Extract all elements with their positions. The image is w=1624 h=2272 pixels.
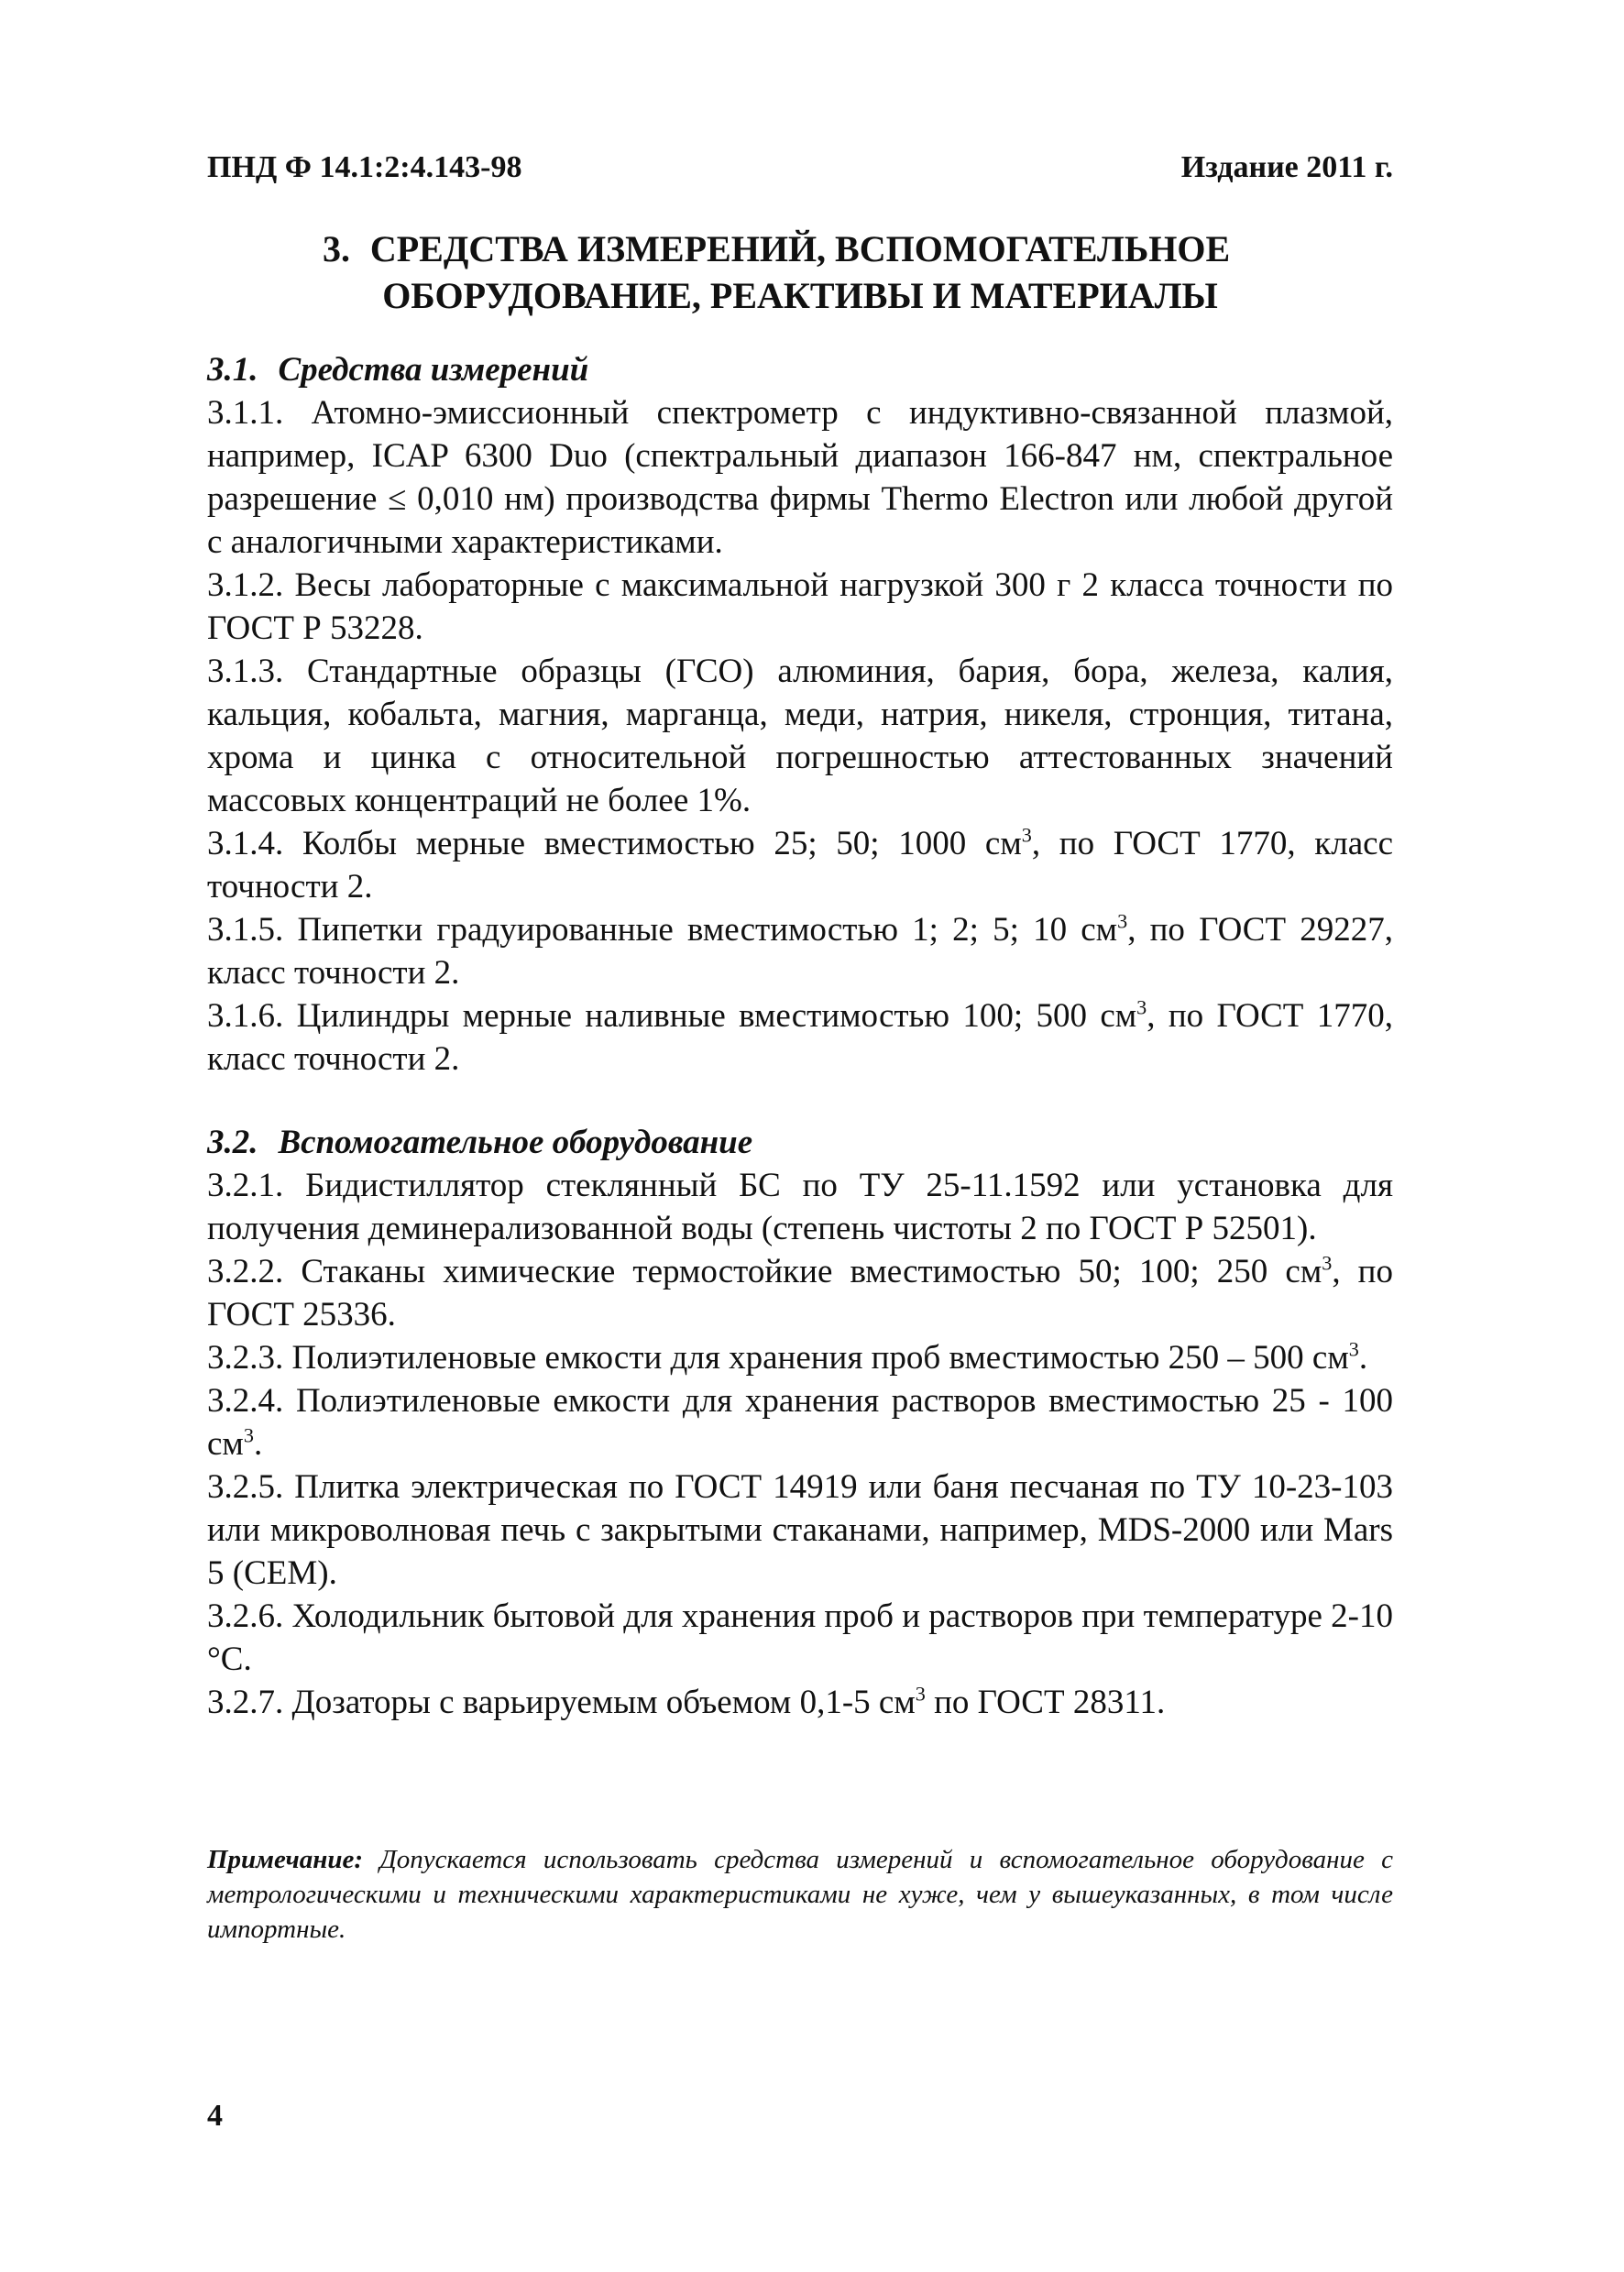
item-3-2-5: 3.2.5. Плитка электрическая по ГОСТ 14919 или баня песчаная по ТУ 10-23-103 или микроволновая печь с закрытыми стаканами, например, MDS-2000 или Mars 5 (CEM).: [207, 1468, 1393, 1592]
item-3-2-4: [207, 1379, 1393, 1465]
section-title: [207, 225, 1393, 319]
subsection-number: 3.2.: [207, 1124, 258, 1161]
item-text: , по ГОСТ 1770, класс точности 2.: [207, 997, 1393, 1078]
subsection-heading-3-1: [207, 348, 1393, 391]
item-text: , по ГОСТ 25336.: [207, 1253, 1393, 1334]
item-3-1-1: 3.1.1. Атомно-эмиссионный спектрометр с индуктивно-связанной плазмой, например, ICAP 6300 Duo (спектральный диапазон 166-847 нм, спектральное разрешение ≤ 0,010 нм) производства фирмы Thermo Electron или любой другой с аналогичными характеристиками.: [207, 394, 1393, 561]
item-3-2-6: 3.2.6. Холодильник бытовой для хранения проб и растворов при температуре 2-10 °С.: [207, 1597, 1393, 1678]
subsection-title: Средства измерений: [278, 351, 589, 389]
subsection-number: 3.1.: [207, 351, 258, 389]
item-text: 3.2.7. Дозаторы с варьируемым объемом 0,1-5 см: [207, 1684, 916, 1721]
superscript: 3: [1322, 1251, 1333, 1275]
item-3-2-3: [207, 1336, 1393, 1379]
item-text: 3.1.5. Пипетки градуированные вместимостью 1; 2; 5; 10 см: [207, 911, 1118, 949]
section-body: [207, 348, 1393, 1724]
item-text: 3.2.4. Полиэтиленовые емкости для хранения растворов вместимостью 25 - 100 см: [207, 1382, 1393, 1463]
item-3-1-4: [207, 822, 1393, 908]
section-number: 3.: [323, 228, 350, 269]
item-text: 3.2.2. Стаканы химические термостойкие вместимостью 50; 100; 250 см: [207, 1253, 1322, 1290]
superscript: 3: [1136, 995, 1147, 1019]
item-text: по ГОСТ 28311.: [925, 1684, 1166, 1721]
item-text: , по ГОСТ 1770, класс точности 2.: [207, 825, 1393, 906]
item-text: .: [1358, 1339, 1368, 1377]
item-3-1-6: [207, 994, 1393, 1081]
note-label: Примечание:: [207, 1845, 364, 1874]
page-number: 4: [207, 2099, 223, 2133]
section-title-line-1: СРЕДСТВА ИЗМЕРЕНИЙ, ВСПОМОГАТЕЛЬНОЕ: [369, 228, 1231, 269]
section-title-line-2: ОБОРУДОВАНИЕ, РЕАКТИВЫ И МАТЕРИАЛЫ: [382, 275, 1218, 316]
item-text: 3.1.4. Колбы мерные вместимостью 25; 50; 1000 см: [207, 825, 1022, 862]
subsection-title: Вспомогательное оборудование: [278, 1124, 753, 1161]
document-code: ПНД Ф 14.1:2:4.143-98: [207, 150, 522, 184]
superscript: 3: [1348, 1337, 1359, 1361]
edition-year: Издание 2011 г.: [1180, 150, 1393, 184]
note-text: Допускается использовать средства измерений и вспомогательное оборудование с метрологическими и техническими характеристиками не хуже, чем у вышеуказанных, в том числе импортные.: [207, 1845, 1393, 1944]
superscript: 3: [915, 1682, 926, 1706]
item-3-2-7: [207, 1681, 1393, 1724]
subsection-heading-3-2: [207, 1121, 1393, 1164]
item-text: 3.2.3. Полиэтиленовые емкости для хранения проб вместимостью 250 – 500 см: [207, 1339, 1349, 1377]
item-text: .: [253, 1425, 263, 1463]
superscript: 3: [243, 1423, 254, 1447]
item-3-2-2: [207, 1250, 1393, 1336]
superscript: 3: [1117, 909, 1128, 933]
note-paragraph: [207, 1842, 1393, 1947]
item-text: 3.1.6. Цилиндры мерные наливные вместимостью 100; 500 см: [207, 997, 1137, 1035]
item-3-1-3: 3.1.3. Стандартные образцы (ГСО) алюминия, бария, бора, железа, калия, кальция, кобальта, магния, марганца, меди, натрия, никеля, стронция, титана, хрома и цинка с относительной погрешностью аттестованных значений массовых концентраций не более 1%.: [207, 653, 1393, 819]
item-3-1-5: [207, 908, 1393, 994]
item-3-1-2: 3.1.2. Весы лабораторные с максимальной нагрузкой 300 г 2 класса точности по ГОСТ Р 53228.: [207, 566, 1393, 647]
item-3-2-1: 3.2.1. Бидистиллятор стеклянный БС по ТУ 25-11.1592 или установка для получения деминерализованной воды (степень чистоты 2 по ГОСТ Р 52501).: [207, 1167, 1393, 1247]
item-text: , по ГОСТ 29227, класс точности 2.: [207, 911, 1393, 992]
superscript: 3: [1021, 823, 1032, 847]
